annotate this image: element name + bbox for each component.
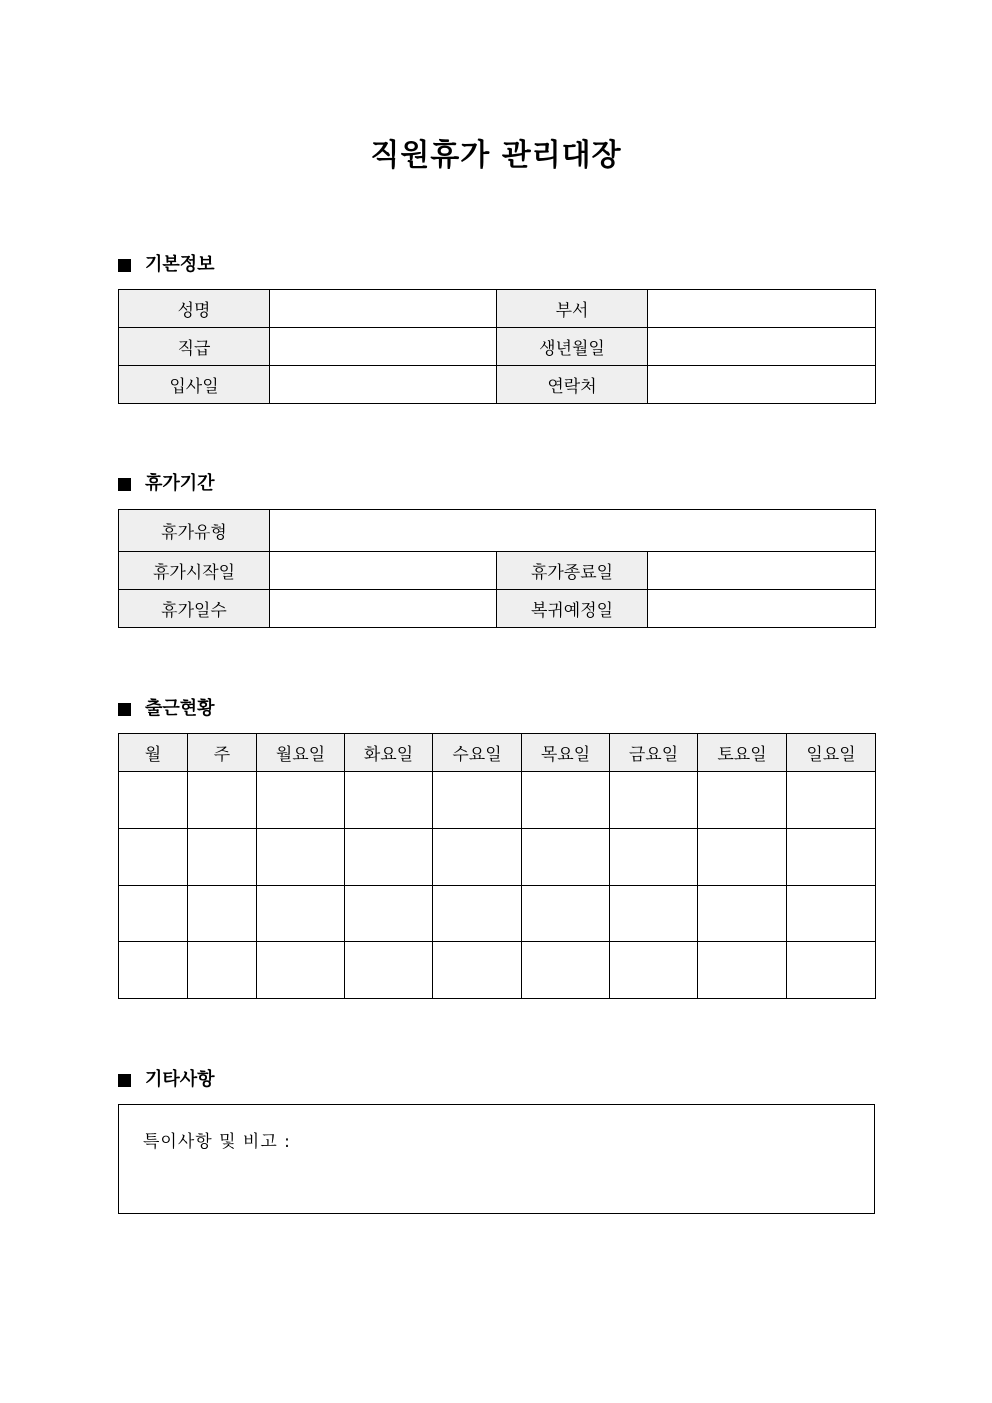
table-row [119,552,876,590]
table-cell[interactable] [433,942,522,999]
table-cell[interactable] [698,772,787,829]
table-cell[interactable] [787,886,876,942]
section-heading-label: 기본정보 [145,254,215,275]
table-cell[interactable] [257,886,345,942]
table-cell[interactable] [522,772,610,829]
table-cell[interactable] [433,829,522,886]
department-label: 부서 [497,290,648,328]
table-cell[interactable] [345,772,433,829]
column-header-monday: 월요일 [257,734,345,772]
section-heading-label: 출근현황 [145,698,215,719]
table-row [119,328,876,366]
table-cell[interactable] [119,886,188,942]
leave-end-field[interactable] [648,552,876,590]
column-header-sunday: 일요일 [787,734,876,772]
birthdate-label: 생년월일 [497,328,648,366]
section-heading-attendance [118,697,215,721]
section-heading-other [118,1068,215,1092]
black-square-icon [118,259,131,272]
table-cell[interactable] [522,942,610,999]
section-heading-label: 기타사항 [145,1069,215,1090]
leave-start-label: 휴가시작일 [119,552,270,590]
table-cell[interactable] [345,829,433,886]
table-cell[interactable] [188,942,257,999]
table-cell[interactable] [787,942,876,999]
position-label: 직급 [119,328,270,366]
table-cell[interactable] [433,886,522,942]
column-header-tuesday: 화요일 [345,734,433,772]
table-cell[interactable] [257,942,345,999]
black-square-icon [118,1074,131,1087]
column-header-friday: 금요일 [610,734,698,772]
birthdate-field[interactable] [648,328,876,366]
name-label: 성명 [119,290,270,328]
basic-info-table [118,289,876,404]
table-cell[interactable] [119,942,188,999]
table-cell[interactable] [257,829,345,886]
remarks-label: 특이사항 및 비고 : [143,1132,291,1152]
leave-type-label: 휴가유형 [119,510,270,552]
table-cell[interactable] [188,886,257,942]
leave-start-field[interactable] [270,552,497,590]
section-heading-basic [118,253,215,277]
table-row [119,886,876,942]
column-header-week: 주 [188,734,257,772]
table-cell[interactable] [787,829,876,886]
column-header-month: 월 [119,734,188,772]
table-cell[interactable] [698,886,787,942]
table-row [119,590,876,628]
table-row [119,290,876,328]
column-header-wednesday: 수요일 [433,734,522,772]
contact-field[interactable] [648,366,876,404]
table-cell[interactable] [610,942,698,999]
page-title: 직원휴가 관리대장 [370,138,622,173]
table-row [119,942,876,999]
return-date-field[interactable] [648,590,876,628]
leave-period-table [118,509,876,628]
leave-end-label: 휴가종료일 [497,552,648,590]
table-row [119,772,876,829]
table-cell[interactable] [522,886,610,942]
table-row [119,510,876,552]
table-cell[interactable] [345,942,433,999]
leave-days-field[interactable] [270,590,497,628]
table-header-row [119,734,876,772]
column-header-thursday: 목요일 [522,734,610,772]
leave-type-field[interactable] [270,510,876,552]
position-field[interactable] [270,328,497,366]
table-cell[interactable] [610,772,698,829]
column-header-saturday: 토요일 [698,734,787,772]
table-cell[interactable] [698,942,787,999]
remarks-box[interactable] [118,1104,875,1214]
table-cell[interactable] [787,772,876,829]
table-cell[interactable] [188,772,257,829]
table-cell[interactable] [698,829,787,886]
table-cell[interactable] [610,886,698,942]
section-heading-label: 휴가기간 [145,473,215,494]
attendance-table [118,733,876,999]
table-cell[interactable] [433,772,522,829]
table-cell[interactable] [188,829,257,886]
table-cell[interactable] [119,772,188,829]
table-cell[interactable] [345,886,433,942]
table-cell[interactable] [610,829,698,886]
table-cell[interactable] [522,829,610,886]
table-cell[interactable] [119,829,188,886]
contact-label: 연락처 [497,366,648,404]
department-field[interactable] [648,290,876,328]
leave-days-label: 휴가일수 [119,590,270,628]
table-row [119,829,876,886]
section-heading-leave [118,472,215,496]
hire-date-label: 입사일 [119,366,270,404]
table-cell[interactable] [257,772,345,829]
black-square-icon [118,478,131,491]
black-square-icon [118,703,131,716]
name-field[interactable] [270,290,497,328]
return-date-label: 복귀예정일 [497,590,648,628]
hire-date-field[interactable] [270,366,497,404]
table-row [119,366,876,404]
